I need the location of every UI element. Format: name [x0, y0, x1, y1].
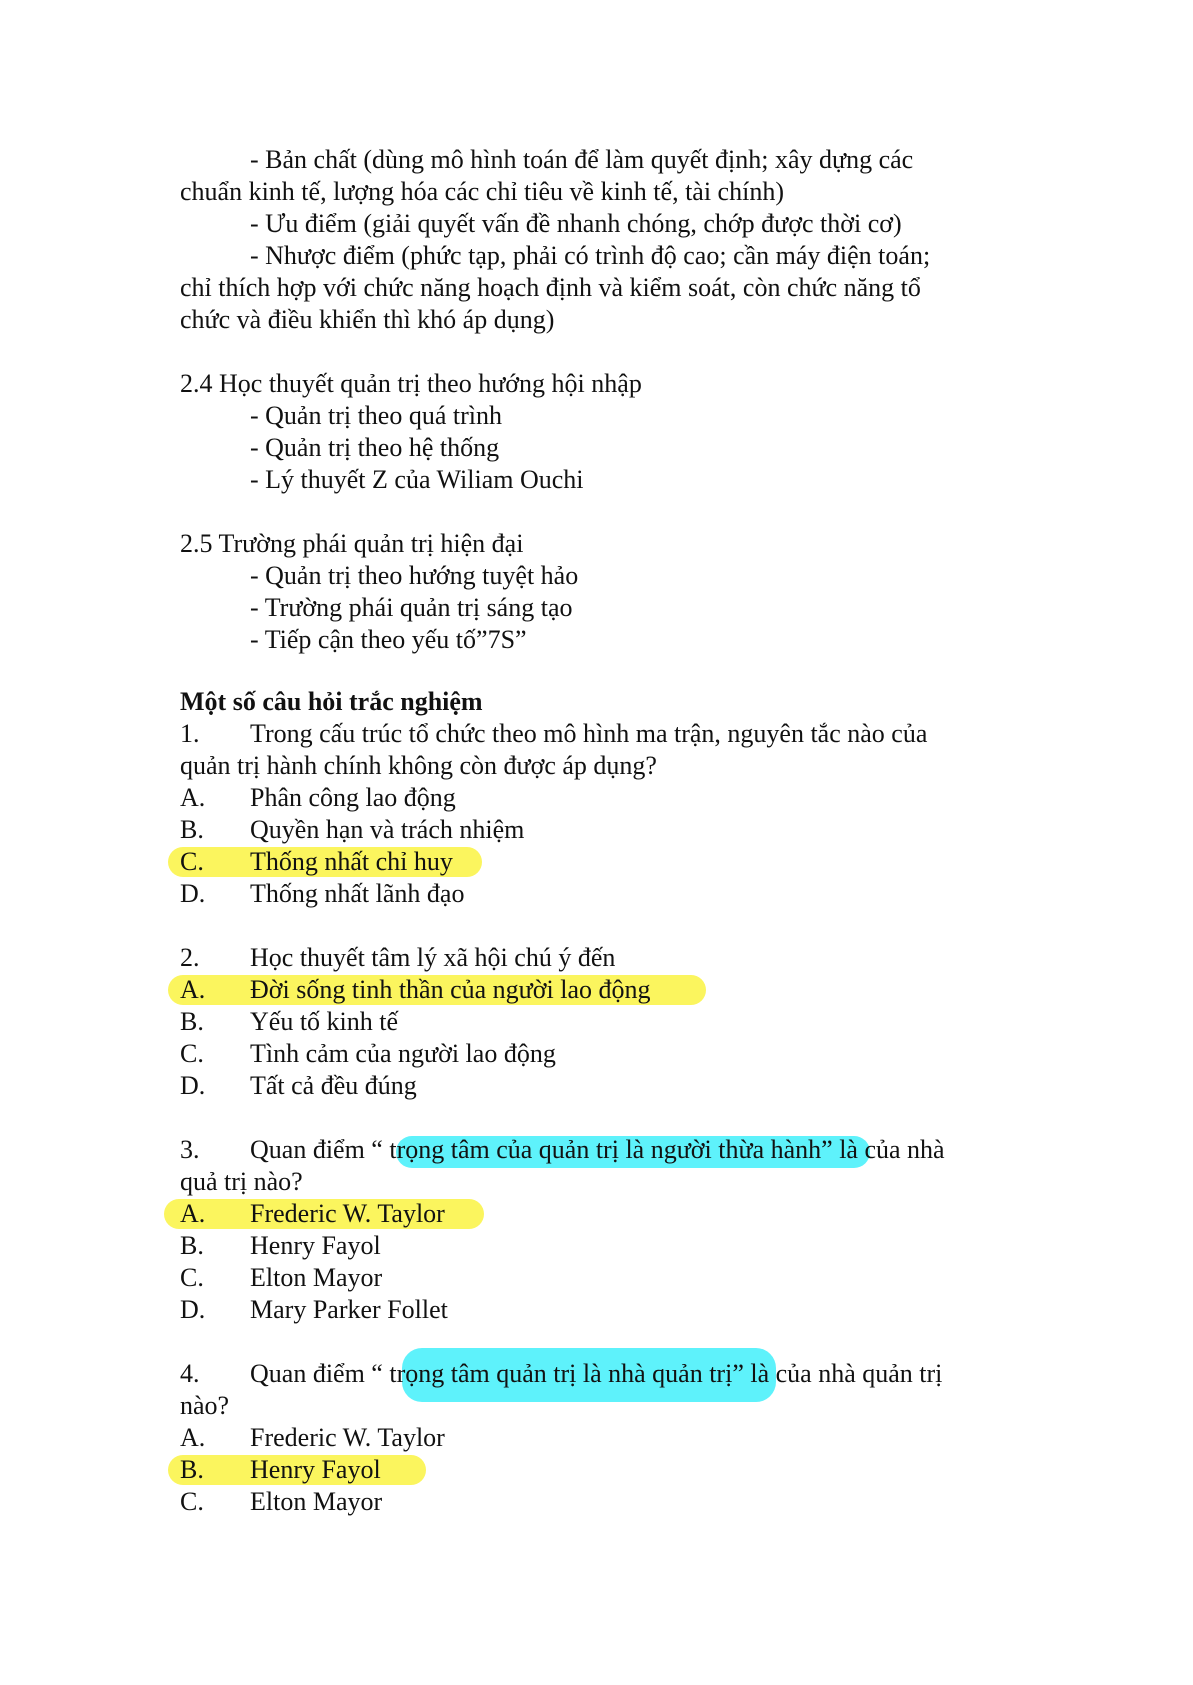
option-text: Thống nhất lãnh đạo: [250, 879, 465, 908]
option-text-correct: Frederic W. Taylor: [250, 1199, 445, 1228]
section-2-4-item: - Quản trị theo quá trình: [250, 401, 502, 430]
question-1-text: Trong cấu trúc tổ chức theo mô hình ma trận, nguyên tắc nào của: [250, 719, 928, 748]
option-text: Elton Mayor: [250, 1487, 383, 1516]
question-3-pre: Quan điểm “: [250, 1135, 390, 1164]
question-4-number: 4.: [180, 1359, 200, 1388]
section-2-5-item: - Tiếp cận theo yếu tố”7S”: [250, 625, 527, 654]
option-text: Yếu tố kinh tế: [250, 1007, 399, 1036]
quiz-heading: Một số câu hỏi trắc nghiệm: [180, 687, 483, 716]
section-2-5-item: - Trường phái quản trị sáng tạo: [250, 593, 573, 622]
question-3-quote: trọng tâm của quản trị là người thừa hành: [389, 1135, 822, 1164]
option-letter: D.: [180, 879, 206, 908]
question-4-text: [250, 1358, 942, 1390]
option-letter: C.: [180, 1487, 204, 1516]
question-4-quote: trọng tâm quản trị là nhà quản trị: [389, 1359, 733, 1388]
question-3-text-cont: quả trị nào?: [180, 1167, 303, 1196]
question-3-number: 3.: [180, 1135, 200, 1164]
intro-line-6: chức và điều khiển thì khó áp dụng): [180, 305, 555, 334]
section-2-4-item: - Lý thuyết Z của Wiliam Ouchi: [250, 465, 584, 494]
intro-line-3: - Ưu điểm (giải quyết vấn đề nhanh chóng, chớp được thời cơ): [250, 209, 902, 238]
intro-line-1: - Bản chất (dùng mô hình toán để làm quyết định; xây dựng các: [250, 145, 914, 174]
section-2-5-item: - Quản trị theo hướng tuyệt hảo: [250, 561, 579, 590]
intro-line-2: chuẩn kinh tế, lượng hóa các chỉ tiêu về kinh tế, tài chính): [180, 177, 784, 206]
option-letter: A.: [180, 783, 206, 812]
option-letter: B.: [180, 1231, 204, 1260]
intro-line-5: chỉ thích hợp với chức năng hoạch định và kiểm soát, còn chức năng tổ: [180, 273, 921, 302]
question-3-text: [250, 1134, 945, 1166]
question-1-number: 1.: [180, 719, 200, 748]
option-letter: B.: [180, 815, 204, 844]
question-4-post: ” là của nhà quản trị: [732, 1359, 943, 1388]
option-letter: C.: [180, 1263, 204, 1292]
question-1-text-cont: quản trị hành chính không còn được áp dụng?: [180, 751, 657, 780]
section-2-5-title: 2.5 Trường phái quản trị hiện đại: [180, 529, 524, 558]
option-letter: D.: [180, 1071, 206, 1100]
option-text: Quyền hạn và trách nhiệm: [250, 815, 525, 844]
intro-line-4: - Nhược điểm (phức tạp, phải có trình độ cao; cần máy điện toán;: [250, 241, 931, 270]
option-text: Henry Fayol: [250, 1231, 381, 1260]
question-2-number: 2.: [180, 943, 200, 972]
option-letter: C.: [180, 1039, 204, 1068]
option-letter: D.: [180, 1295, 206, 1324]
option-letter: B.: [180, 1007, 204, 1036]
option-letter: A.: [180, 1199, 206, 1228]
option-text-correct: Henry Fayol: [250, 1455, 381, 1484]
option-text: Frederic W. Taylor: [250, 1423, 445, 1452]
option-text: Phân công lao động: [250, 783, 456, 812]
option-letter: C.: [180, 847, 204, 876]
option-letter: A.: [180, 1423, 206, 1452]
question-3-post: ” là của nhà: [821, 1135, 945, 1164]
option-letter: B.: [180, 1455, 204, 1484]
option-text-correct: Thống nhất chỉ huy: [250, 847, 453, 876]
option-text: Tình cảm của người lao động: [250, 1039, 556, 1068]
question-4-text-cont: nào?: [180, 1391, 230, 1420]
option-text: Elton Mayor: [250, 1263, 383, 1292]
option-text: Mary Parker Follet: [250, 1295, 448, 1324]
option-letter: A.: [180, 975, 206, 1004]
question-2-text: Học thuyết tâm lý xã hội chú ý đến: [250, 943, 616, 972]
question-4-pre: Quan điểm “: [250, 1359, 390, 1388]
section-2-4-title: 2.4 Học thuyết quản trị theo hướng hội nhập: [180, 369, 642, 398]
option-text-correct: Đời sống tinh thần của người lao động: [250, 975, 651, 1004]
option-text: Tất cả đều đúng: [250, 1071, 417, 1100]
section-2-4-item: - Quản trị theo hệ thống: [250, 433, 500, 462]
